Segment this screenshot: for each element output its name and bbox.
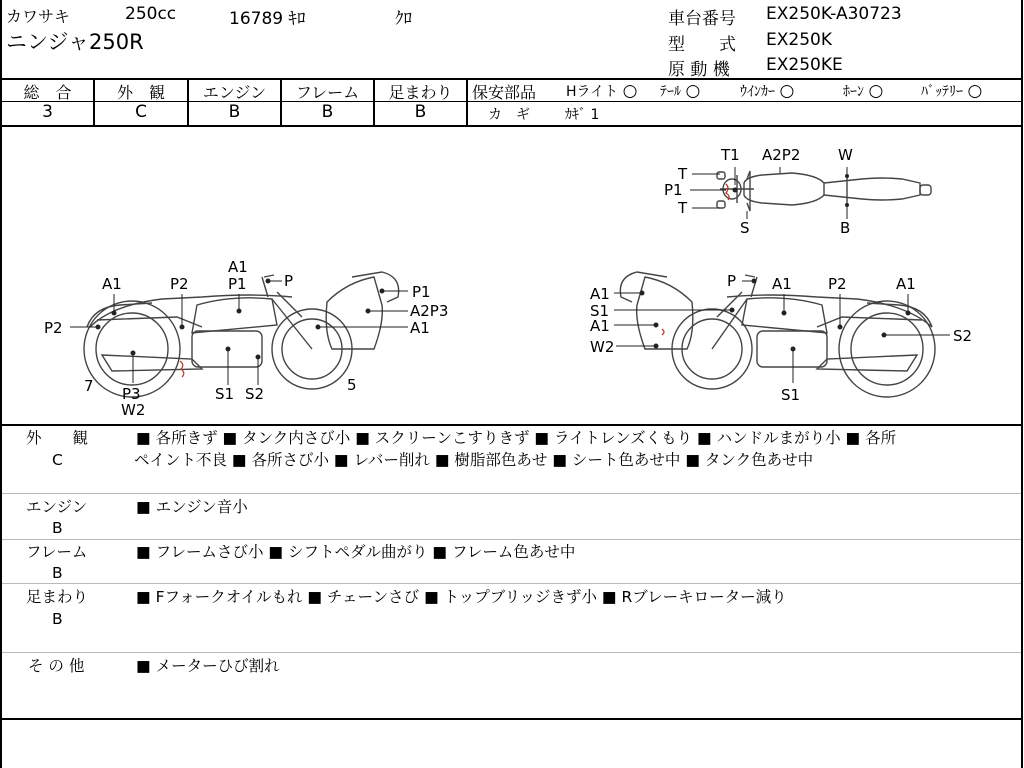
label-left-a1-tail: A1 (102, 275, 122, 293)
safety-item-mark: ○ (967, 81, 983, 101)
label-left-s2: S2 (245, 385, 265, 403)
safety-item-mark: ○ (685, 81, 701, 101)
grade-overall-label: 総 合 (23, 83, 72, 102)
safety-item-mark: ○ (622, 81, 638, 101)
label-right-w2: W2 (590, 338, 615, 356)
label-right-a1-tank: A1 (772, 275, 792, 293)
label-top-b: B (840, 219, 851, 237)
grade-frame-label: フレーム (295, 83, 360, 102)
safety-item-name: ｳｲﾝｶｰ (740, 84, 775, 100)
label-left-p1-cowl: P1 (412, 283, 431, 301)
note-exterior-text-2: ペイント不良 ■ 各所さび小 ■ レバー削れ ■ 樹脂部色あせ ■ シート色あせ中 ■ タンク色あせ中 (134, 451, 814, 469)
grade-exterior-label: 外 観 (116, 83, 165, 102)
key-value: ｶｷﾞ 1 (565, 107, 600, 123)
note-suspension-text: ■ Fフォークオイルもれ ■ チェーンさび ■ トップブリッジきず小 ■ Rブレーキローター減り (136, 588, 787, 606)
note-frame-grade: B (52, 564, 63, 582)
label-left-w2: W2 (121, 401, 146, 419)
displacement: 250cc (125, 4, 177, 24)
label-left-a2p3: A2P3 (410, 302, 449, 320)
notes-sep-4 (2, 652, 1021, 653)
grade-engine-label: エンジン (202, 83, 267, 102)
note-exterior-label: 外 観 (26, 429, 89, 447)
safety-tail (660, 81, 700, 101)
safety-item-name: ﾃｰﾙ (660, 84, 681, 100)
engine-label: 原 動 機 (668, 60, 730, 80)
safety-item-name: ﾊﾞｯﾃﾘｰ (921, 84, 963, 100)
type-value: EX250K (766, 30, 832, 50)
grade-frame-value: B (321, 102, 334, 122)
label-left-7: 7 (84, 377, 94, 395)
note-suspension-grade: B (52, 610, 63, 628)
note-frame-label: フレーム (26, 543, 88, 561)
label-left-s1: S1 (215, 385, 235, 403)
safety-horn (843, 81, 883, 101)
notes-sep-1 (2, 493, 1021, 494)
label-right-p2-seat: P2 (828, 275, 847, 293)
note-engine-label: エンジン (26, 498, 88, 516)
label-right-p: P (727, 272, 737, 290)
left-side-leaders (70, 279, 408, 385)
note-frame-text: ■ フレームさび小 ■ シフトペダル曲がり ■ フレーム色あせ中 (136, 543, 576, 561)
note-suspension-label: 足まわり (26, 588, 89, 606)
model-name: ニンジャ250R (6, 30, 144, 54)
type-label: 型 式 (668, 35, 736, 55)
safety-headlight (566, 81, 637, 101)
grade-suspension-label: 足まわり (388, 83, 453, 102)
safety-battery (921, 81, 982, 101)
label-left-p3: P3 (122, 385, 141, 403)
safety-item-mark: ○ (868, 81, 884, 101)
label-left-p: P (284, 272, 294, 290)
grade-engine-value: B (228, 102, 241, 122)
chassis-label: 車台番号 (668, 9, 736, 29)
grade-exterior-value: C (135, 102, 147, 122)
label-top-s: S (740, 219, 750, 237)
label-right-s2: S2 (953, 327, 973, 345)
label-left-p2-rear: P2 (44, 319, 63, 337)
label-left-a1-tank: A1 (228, 258, 248, 276)
label-top-t-upper: T (678, 165, 688, 183)
damage-diagram (2, 127, 1022, 423)
color: ｸﾛ (395, 9, 412, 29)
safety-label: 保安部品 (472, 83, 537, 102)
note-engine-text: ■ エンジン音小 (136, 498, 248, 516)
note-engine-grade: B (52, 519, 63, 537)
top-view-point-t1 (733, 188, 738, 193)
note-other-label: そ の 他 (28, 657, 85, 675)
safety-winker (740, 81, 794, 101)
label-right-s1: S1 (590, 302, 610, 320)
label-right-a1-tail: A1 (896, 275, 916, 293)
label-top-t-lower: T (678, 199, 688, 217)
label-top-w: W (838, 146, 853, 164)
note-exterior-text-1: ■ 各所きず ■ タンク内さび小 ■ スクリーンこすりきず ■ ライトレンズくもり ■ ハンドルまがり小 ■ 各所 (136, 429, 897, 447)
label-left-p2-seat: P2 (170, 275, 189, 293)
bottom-line (0, 718, 1023, 720)
label-left-p1-tank: P1 (228, 275, 247, 293)
grade-overall-value: 3 (42, 102, 53, 122)
label-right-s1-bottom: S1 (781, 386, 801, 404)
top-view-bike (717, 171, 931, 211)
label-right-a1-cowl: A1 (590, 285, 610, 303)
label-top-t1: T1 (721, 146, 740, 164)
notes-sep-3 (2, 583, 1021, 584)
label-right-a1-mid: A1 (590, 317, 610, 335)
chassis-value: EX250K-A30723 (766, 4, 902, 24)
mileage: 16789 ｷﾛ (229, 9, 306, 29)
note-exterior-grade: C (52, 451, 63, 469)
grade-suspension-value: B (414, 102, 427, 122)
label-top-p1: P1 (664, 181, 683, 199)
note-other-text: ■ メーターひび割れ (136, 657, 280, 675)
safety-item-name: ﾎｰﾝ (843, 84, 864, 100)
key-label: カ ギ (488, 107, 530, 123)
safety-item-mark: ○ (779, 81, 795, 101)
notes-sep-2 (2, 539, 1021, 540)
grade-sep-5 (466, 79, 468, 126)
right-damage-mark (662, 329, 664, 335)
label-left-a1-front: A1 (410, 319, 430, 337)
diagram-bottom-line (0, 424, 1023, 426)
maker: カワサキ (6, 7, 71, 26)
safety-mid-line (466, 101, 1023, 102)
engine-value: EX250KE (766, 55, 843, 75)
label-left-5: 5 (347, 376, 357, 394)
safety-item-name: Hライト (566, 84, 619, 100)
label-top-a2p2: A2P2 (762, 146, 801, 164)
